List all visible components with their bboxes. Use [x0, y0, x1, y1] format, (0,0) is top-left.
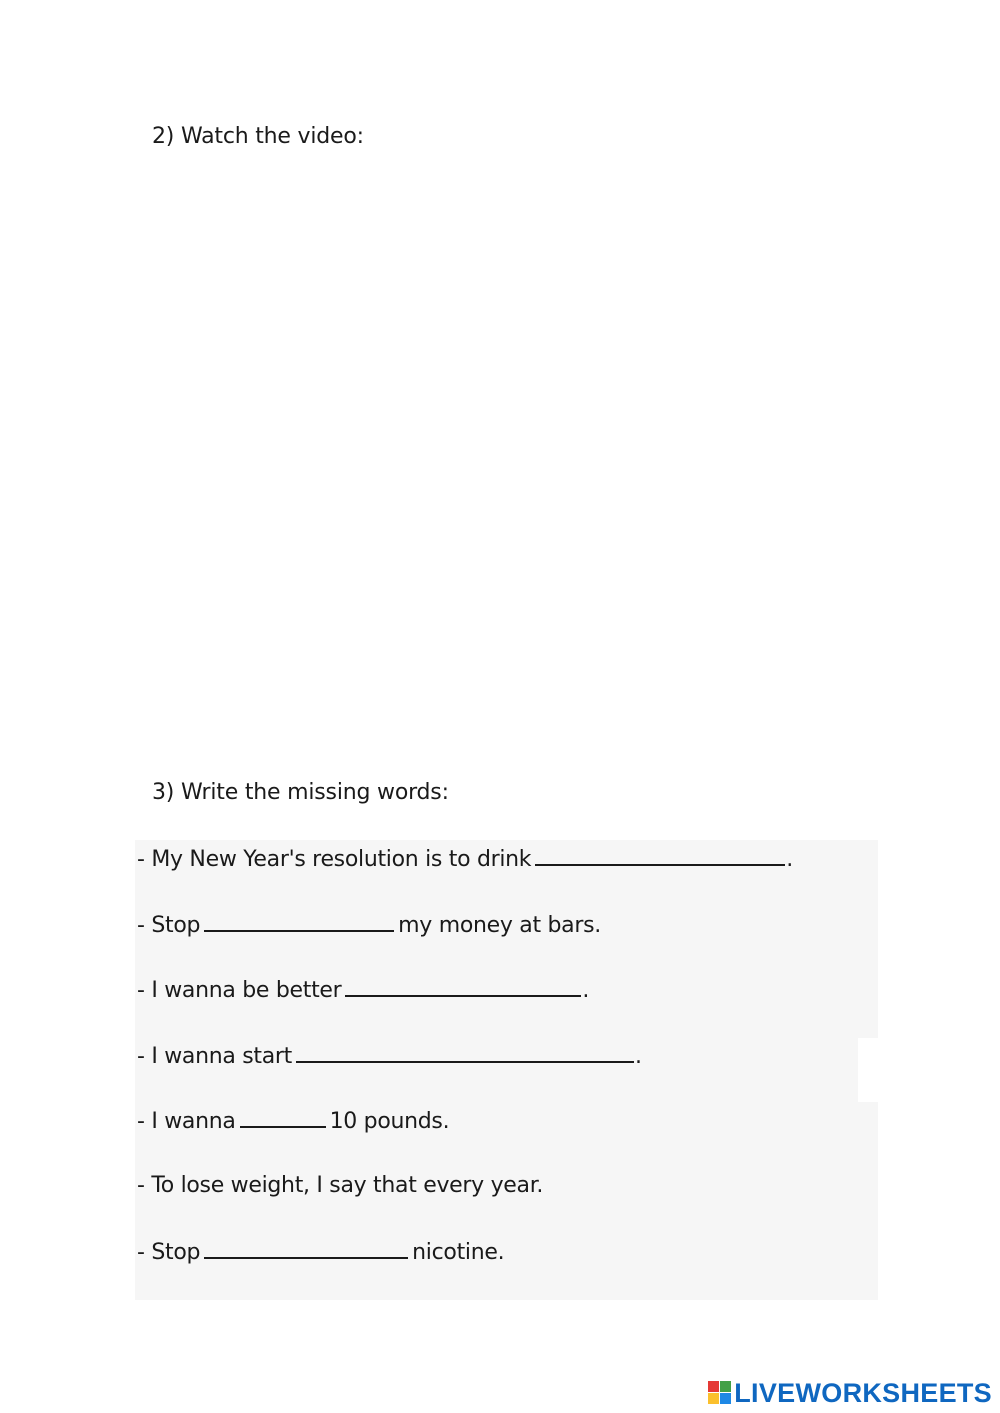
sentence-4-after: .: [635, 1044, 642, 1069]
sentence-7-before: - Stop: [137, 1240, 201, 1265]
blank-7[interactable]: [204, 1237, 408, 1259]
sentence-5-after: 10 pounds.: [329, 1109, 450, 1134]
sentence-1-before: - My New Year's resolution is to drink: [137, 847, 532, 872]
sentence-5-before: - I wanna: [137, 1109, 236, 1134]
sentence-6-text: - To lose weight, I say that every year.: [137, 1173, 544, 1198]
sentence-3-after: .: [582, 978, 590, 1003]
blank-3[interactable]: [345, 975, 581, 997]
exercise-area-notch: [858, 1038, 878, 1102]
logo-square-1: [708, 1381, 719, 1392]
sentence-3: [137, 975, 589, 1005]
sentence-1: [137, 844, 793, 874]
liveworksheets-logo-icon: [708, 1381, 732, 1405]
sentence-6: [137, 1172, 543, 1200]
logo-square-2: [720, 1381, 731, 1392]
logo-square-3: [708, 1393, 719, 1404]
blank-2[interactable]: [204, 910, 394, 932]
logo-square-4: [720, 1393, 731, 1404]
section-3-heading: 3) Write the missing words:: [152, 780, 449, 805]
sentence-4: [137, 1041, 642, 1071]
sentence-7-after: nicotine.: [412, 1240, 505, 1265]
sentence-2-after: my money at bars.: [398, 913, 601, 938]
blank-4[interactable]: [296, 1041, 634, 1063]
liveworksheets-logo: [708, 1376, 992, 1410]
sentence-1-after: .: [786, 847, 793, 872]
sentence-3-before: - I wanna be better: [137, 978, 342, 1003]
sentence-2-before: - Stop: [137, 913, 201, 938]
blank-5[interactable]: [240, 1106, 326, 1128]
sentence-7: [137, 1237, 504, 1267]
sentence-2: [137, 910, 601, 940]
sentence-4-before: - I wanna start: [137, 1044, 292, 1069]
blank-1[interactable]: [535, 844, 785, 866]
sentence-5: [137, 1106, 449, 1136]
section-2-heading: 2) Watch the video:: [152, 124, 364, 149]
logo-text: LIVEWORKSHEETS: [734, 1377, 992, 1408]
